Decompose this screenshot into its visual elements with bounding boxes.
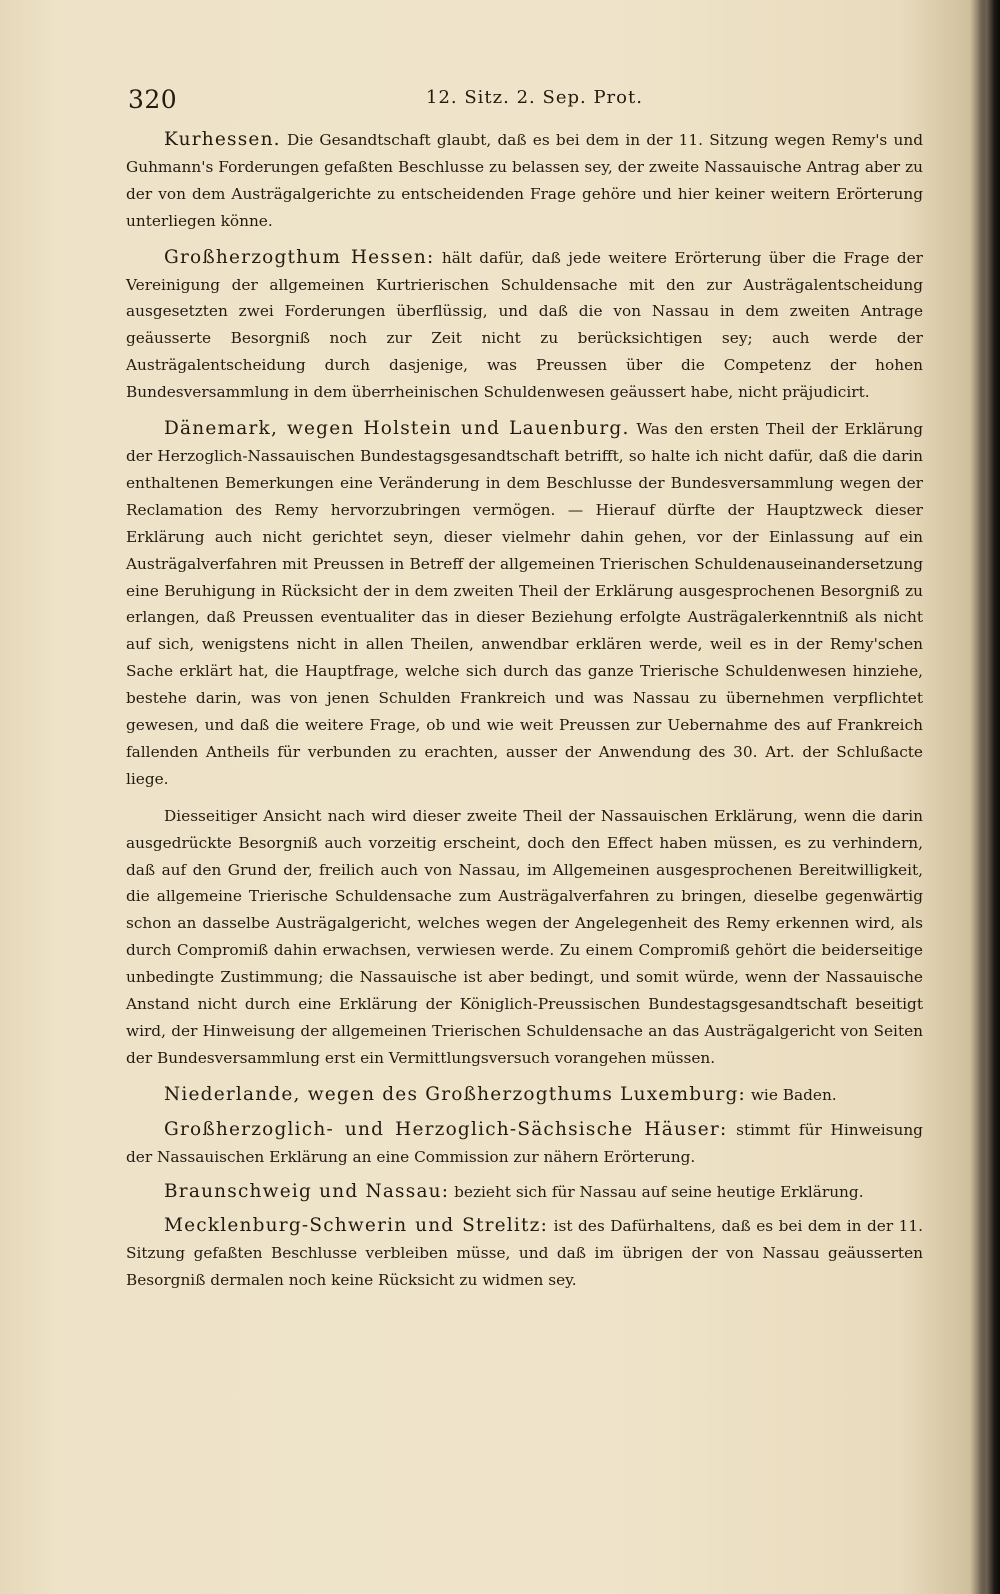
speaker-label: Braunschweig und Nassau: — [164, 1180, 450, 1202]
page-header — [128, 85, 923, 117]
speaker-label: Großherzogthum Hessen: — [164, 246, 435, 268]
vote-text: Diesseitiger Ansicht nach wird dieser zweite Theil der Nassauischen Erklärung, wenn die darin ausgedrückte Besorgniß auch vorzeitig erscheint, doch den Effect haben müssen, es zu verhindern, daß auf den Grund der, freilich auch von Nassau, im Allgemeinen ausgesprochenen Bereitwilligkeit, die allgemeine Trierische Schuldensache zum Austrägalverfahren zu bringen, dieselbe gegenwärtig schon an dasselbe Austrägalgericht, welches wegen der Angelegenheit des Remy erkennen wird, als durch Compromiß dahin erwachsen, verwiesen werde. Zu einem Compromiß gehört die beiderseitige unbedingte Zustimmung; die Nassauische ist aber bedingt, und somit würde, wenn der Nassauische Anstand nicht durch eine Erklärung der Königlich-Preussischen Bundestagsgesandtschaft beseitigt wird, der Hinweisung der allgemeinen Trierischen Schuldensache an das Austrägalgericht von Seiten der Bundesversammlung erst ein Vermittlungsversuch vorangehen müssen. — [126, 806, 923, 1067]
speaker-label: Mecklenburg-Schwerin und Strelitz: — [164, 1215, 549, 1237]
vote-text: Die Gesandtschaft glaubt, daß es bei dem in der 11. Sitzung wegen Remy's und Guhmann's Forderungen gefaßten Beschlusse zu belassen sey, der zweite Nassauische Antrag aber zu der von dem Austrägalgerichte zu entscheidenden Frage gehöre und hier keiner weitern Erörterung unterliegen könne. — [126, 131, 923, 230]
vote-paragraph — [126, 127, 923, 235]
vote-text: hält dafür, daß jede weitere Erörterung über die Frage der Vereinigung der allgemeinen Kurtrierischen Schuldensache mit den zur Austrägalentscheidung ausgesetzten zwei Forderungen überflüssig, und daß die von Nassau in dem zweiten Antrage geäusserte Besorgniß noch zur Zeit nicht zu berücksichtigen sey; auch werde der Austrägalentscheidung durch dasjenige, was Preussen über die Competenz der hohen Bundesversammlung in dem überrheinischen Schuldenwesen geäussert habe, nicht präjudicirt. — [126, 248, 923, 402]
speaker-label: Niederlande, wegen des Großherzogthums Luxemburg: — [164, 1083, 746, 1105]
binding-edge — [990, 60, 996, 74]
page-number: 320 — [128, 85, 178, 114]
vote-paragraph — [126, 1117, 923, 1171]
vote-text: bezieht sich für Nassau auf seine heutige Erklärung. — [454, 1182, 864, 1201]
speaker-label: Dänemark, wegen Holstein und Lauenburg. — [164, 418, 630, 440]
speaker-label: Kurhessen. — [164, 129, 281, 150]
vote-paragraph — [126, 1179, 923, 1206]
vote-text: Was den ersten Theil der Erklärung der Herzoglich-Nassauischen Bundestagsgesandtschaft betrifft, so halte ich nicht dafür, daß die darin enthaltenen Bemerkungen eine Veränderung in dem Beschlusse der Bundesversammlung wegen der Reclamation des Remy hervorzubringen vermögen. — Hierauf dürfte der Hauptzweck dieser Erklärung auch nicht gerichtet seyn, dieser vielmehr dahin gehen, vor der Einlassung auf ein Austrägalverfahren mit Preussen in Betreff der allgemeinen Trierischen Schuldenauseinandersetzung eine Beruhigung in Rücksicht der in dem zweiten Theil der Erklärung ausgesprochenen Besorgniß zu erlangen, daß Preussen eventualiter das in dieser Beziehung erfolgte Austrägalerkenntniß als nicht auf sich, wenigstens nicht in allen Theilen, anwendbar erklären werde, weil es in der Remy'schen Sache erklärt hat, die Hauptfrage, welche sich durch das ganze Trierische Schuldenwesen hinziehe, bestehe darin, was von jenen Schulden Frankreich und was Nassau zu übernehmen verpflichtet gewesen, und daß die weitere Frage, ob und wie weit Preussen zur Uebernahme des auf Frankreich fallenden Antheils für verbunden zu erachten, ausser der Anwendung des 30. Art. der Schlußacte liege. — [126, 420, 923, 788]
protocol-text — [126, 127, 923, 1302]
vote-text: stimmt für Hinweisung der Nassauischen Erklärung an eine Commission zur nähern Erörterung. — [126, 1120, 923, 1166]
vote-text: ist des Dafürhaltens, daß es bei dem in der 11. Sitzung gefaßten Beschlusse verbleiben müsse, und daß im übrigen der von Nassau geäusserten Besorgniß dermalen noch keine Rücksicht zu widmen sey. — [126, 1217, 923, 1290]
vote-paragraph — [126, 1082, 923, 1109]
vote-paragraph — [126, 245, 923, 406]
speaker-label: Großherzoglich- und Herzoglich-Sächsische Häuser: — [164, 1118, 728, 1140]
vote-paragraph — [126, 1213, 923, 1294]
vote-text: wie Baden. — [750, 1085, 837, 1104]
running-head: 12. Sitz. 2. Sep. Prot. — [426, 87, 643, 108]
vote-paragraph — [126, 803, 923, 1072]
vote-paragraph — [126, 416, 923, 793]
